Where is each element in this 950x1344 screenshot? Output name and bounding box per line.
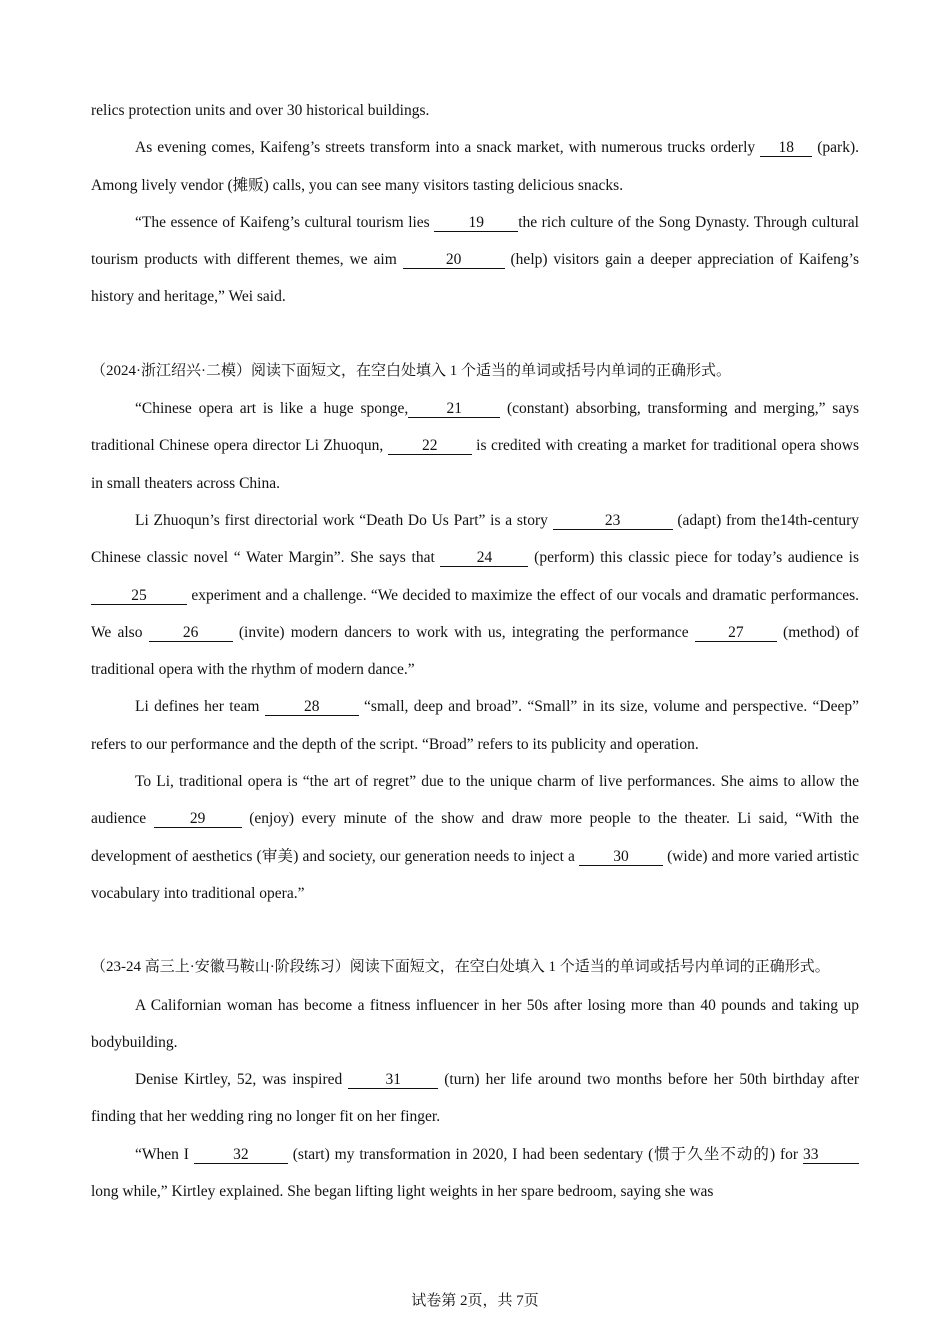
paragraph: A Californian woman has become a fitness influencer in her 50s after losing more than 40 pounds and taking up bodybuilding. [91,996,859,1051]
blank-29: 29 [154,811,242,828]
paragraph: As evening comes, Kaifeng’s streets transform into a snack market, with numerous trucks orderly 18 (park). Among lively vendor (摊贩) calls, you can see many visitors tasting delicious snacks. [91,139,859,194]
paragraph: relics protection units and over 30 historical buildings. [91,102,430,119]
blank-26: 26 [149,625,233,642]
paragraph: Li Zhuoqun’s first directorial work “Death Do Us Part” is a story 23 (adapt) from the14th-century Chinese classic novel “ Water Margin”. She says that 24 (perform) this classic piece for today’s audience is 25 experiment and a challenge. “We decided to maximize the effect of our vocals and dramatic performances. We also 26 (invite) modern dancers to work with us, integrating the performance 27 (method) of traditional opera with the rhythm of modern dance.” [91,511,860,679]
blank-21: 21 [408,401,500,418]
paragraph: Denise Kirtley, 52, was inspired 31 (turn) her life around two months before her 50th birthday after finding that her wedding ring no longer fit on her finger. [91,1071,859,1126]
blank-30: 30 [579,849,663,866]
page-footer: 试卷第 2页，共 7页 [411,1293,539,1309]
paragraph: “Chinese opera art is like a huge sponge, 21 (constant) absorbing, transforming and merging,” says traditional Chinese opera director Li Zhuoqun, 22 is credited with creating a market for traditional opera shows in small theaters across China. [91,400,859,492]
blank-31: 31 [348,1072,438,1089]
blank-18: 18 [760,140,812,157]
document-page [91,92,859,1210]
section-title: （2024·浙江绍兴·二模）阅读下面短文，在空白处填入 1 个适当的单词或括号内单词的正确形式。 [91,362,731,379]
blank-25: 25 [91,588,187,605]
paragraph: “When I 32 (start) my transformation in 2020, I had been sedentary (惯于久坐不动的) for 33 long while,” Kirtley explained. She began lifting light weights in her spare bedroom, saying she was [91,1136,859,1211]
blank-27: 27 [695,625,777,642]
paragraph: “The essence of Kaifeng’s cultural tourism lies 19 the rich culture of the Song Dynasty. Through cultural tourism products with different themes, we aim 20 (help) visitors gain a deeper appreciation of Kaifeng’s history and heritage,” Wei said. [91,213,859,306]
blank-22: 22 [388,438,472,455]
blank-28: 28 [265,699,359,716]
blank-23: 23 [553,513,673,530]
blank-19: 19 [434,215,518,232]
section-title: （23-24 高三上·安徽马鞍山·阶段练习）阅读下面短文，在空白处填入 1 个适当的单词或括号内单词的正确形式。 [91,959,830,976]
paragraph: To Li, traditional opera is “the art of regret” due to the unique charm of live performances. She aims to allow the audience 29 (enjoy) every minute of the show and draw more people to the theater. Li said, “With the development of aesthetics (审美) and society, our generation needs to inject a 30 (wide) and more varied artistic vocabulary into traditional opera.” [91,773,860,902]
blank-33: 33 [803,1147,859,1164]
blank-24: 24 [440,550,528,567]
paragraph: Li defines her team 28 “small, deep and broad”. “Small” in its size, volume and perspective. “Deep” refers to our performance and the depth of the script. “Broad” refers to its publicity and operation. [91,698,859,753]
blank-20: 20 [403,252,505,269]
blank-32: 32 [194,1147,288,1164]
